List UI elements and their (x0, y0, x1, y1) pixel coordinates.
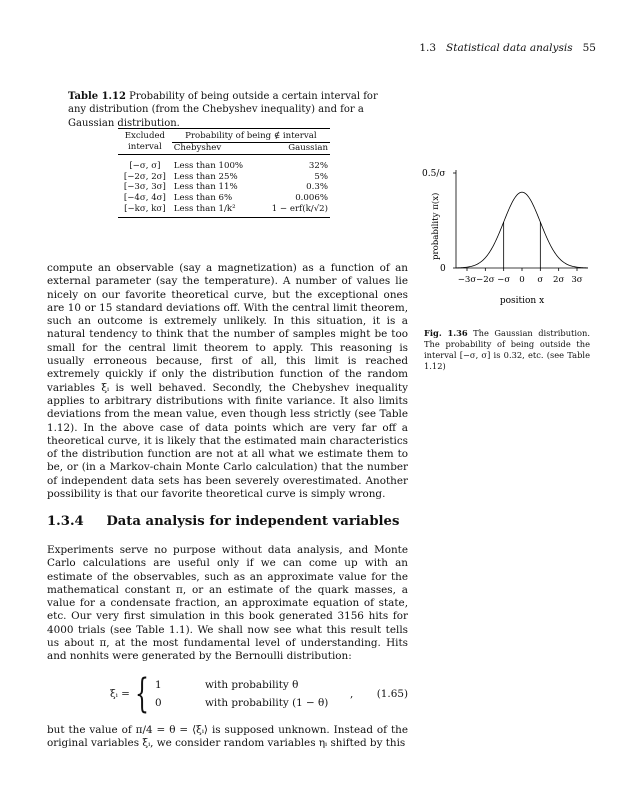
x-axis-label: position x (499, 296, 545, 306)
paragraph-text: but the value of π/4 = θ = ⟨ξᵢ⟩ is supposed unknown. Instead of the original variables ξᵢ, we consider random variables ηᵢ shifted by this (47, 724, 408, 750)
cell-gaussian: 5% (314, 171, 328, 182)
figure-caption (424, 328, 590, 372)
equation-lhs: ξᵢ = (110, 688, 130, 700)
cell-gaussian: 0.006% (295, 192, 328, 203)
cell-chebyshev: Less than 6% (173, 192, 233, 203)
header-section-number: 1.3 (419, 42, 437, 54)
x-tick-label: σ (537, 275, 544, 285)
cell-interval: [−σ, σ] (129, 161, 161, 172)
table-row (118, 182, 330, 193)
x-tick-label: −σ (497, 275, 511, 285)
running-header (419, 42, 596, 54)
page-number: 55 (582, 42, 596, 54)
equation-prob-2: with probability (1 − θ) (205, 697, 329, 709)
y-axis-label: probability π(x) (431, 192, 441, 260)
col-excluded: Excluded (118, 129, 172, 143)
table-row (118, 193, 330, 204)
body-paragraph-1 (47, 262, 408, 501)
cell-interval: [−2σ, 2σ] (123, 171, 166, 182)
table-row (118, 204, 330, 218)
section-title: Data analysis for independent variables (106, 514, 400, 529)
x-tick-label: 3σ (571, 275, 583, 285)
x-tick-label: −2σ (476, 275, 495, 285)
x-ticks (467, 268, 577, 271)
probability-table (118, 128, 330, 218)
sigma-markers (504, 222, 541, 268)
x-tick-label: 2σ (552, 275, 565, 285)
table-caption (68, 90, 386, 130)
figure-caption-text: The Gaussian distribution. The probability of being outside the interval [−σ, σ] is 0.32, etc. (see Table 1.12) (424, 328, 591, 371)
cell-interval: [−kσ, kσ] (118, 204, 172, 218)
cell-gaussian: 32% (308, 161, 328, 172)
figure-caption-label: Fig. 1.36 (424, 328, 468, 338)
col-chebyshev: Chebyshev (172, 142, 259, 155)
equation-prob-1: with probability θ (205, 679, 299, 691)
gaussian-figure (418, 150, 608, 310)
cell-interval: [−4σ, 4σ] (123, 192, 166, 203)
paragraph-text: Experiments serve no purpose without data analysis, and Monte Carlo calculations are useful only if we can come up with an estimate of the observables, such as an approximate value for the mathematical constant π, or an estimate of the quark masses, a value for a condensate fraction, an approximate equation of state, etc. Our very first simulation in this book generated 3156 hits for 4000 trials (see Table 1.1). We shall now see what this result tells us about π, at the most fundamental level of understanding. Hits and nonhits were generated by the Bernoulli distribution: (47, 544, 408, 663)
equation-value-1: 1 (155, 679, 162, 691)
table-caption-label: Table 1.12 (68, 91, 126, 102)
gaussian-curve (456, 192, 588, 268)
body-paragraph-2 (47, 544, 408, 664)
cell-interval: [−3σ, 3σ] (123, 182, 166, 193)
cell-chebyshev: Less than 100% (173, 161, 244, 172)
x-tick-label: 0 (519, 275, 525, 285)
equation-value-2: 0 (155, 697, 162, 709)
table-caption-text: Probability of being outside a certain interval for any distribution (from the Chebyshev inequality) and for a Gaussian distribution. (68, 91, 378, 129)
col-probability: Probability of being ∉ interval (172, 129, 330, 143)
col-interval: interval (118, 142, 172, 155)
x-tick-labels (458, 275, 583, 285)
cell-chebyshev: Less than 25% (173, 171, 238, 182)
cell-chebyshev: Less than 11% (173, 182, 238, 193)
section-heading (47, 514, 399, 529)
equation-comma: , (350, 688, 354, 700)
col-gaussian: Gaussian (259, 142, 330, 155)
header-section-title: Statistical data analysis (446, 42, 573, 54)
table-row (118, 172, 330, 183)
section-number: 1.3.4 (47, 514, 84, 529)
cell-gaussian: 1 − erf(k/√2) (259, 204, 330, 218)
cell-chebyshev: Less than 1/k² (172, 204, 259, 218)
y-zero-label: 0 (440, 264, 446, 274)
cell-gaussian: 0.3% (306, 182, 328, 193)
paragraph-text: compute an observable (say a magnetization) as a function of an external parameter (say the temperature). A number of values lie nicely on our favorite theoretical curve, but the exceptional ones are 10 or 15 standard deviations off. With the central limit theorem, such an outcome is extremely unlikely. In this situation, it is a natural tendency to think that the number of samples might be too small for the central limit theorem to apply. This reasoning is usually erroneous because, first of all, this limit is reached extremely quickly if only the distribution function of the random variables ξᵢ is well behaved. Secondly, the Chebyshev inequality applies to arbitrary distributions with finite variance. It also limits deviations from the mean value, even though less strictly (see Table 1.12). In the above case of data points which are very far off a theoretical curve, it is likely that the estimated main characteristics of the distribution function are not at all what we estimate them to be, or (in a Markov-chain Monte Carlo calculation) that the number of independent data sets has been severely overestimated. Another possibility is that our favorite theoretical curve is simply wrong. (47, 262, 408, 501)
left-brace: { (135, 671, 149, 717)
equation-1-65 (110, 671, 410, 720)
x-tick-label: −3σ (457, 275, 477, 285)
table-row (118, 161, 330, 172)
equation-number: (1.65) (376, 688, 408, 700)
y-top-label: 0.5/σ (422, 169, 446, 179)
body-paragraph-3 (47, 724, 408, 751)
